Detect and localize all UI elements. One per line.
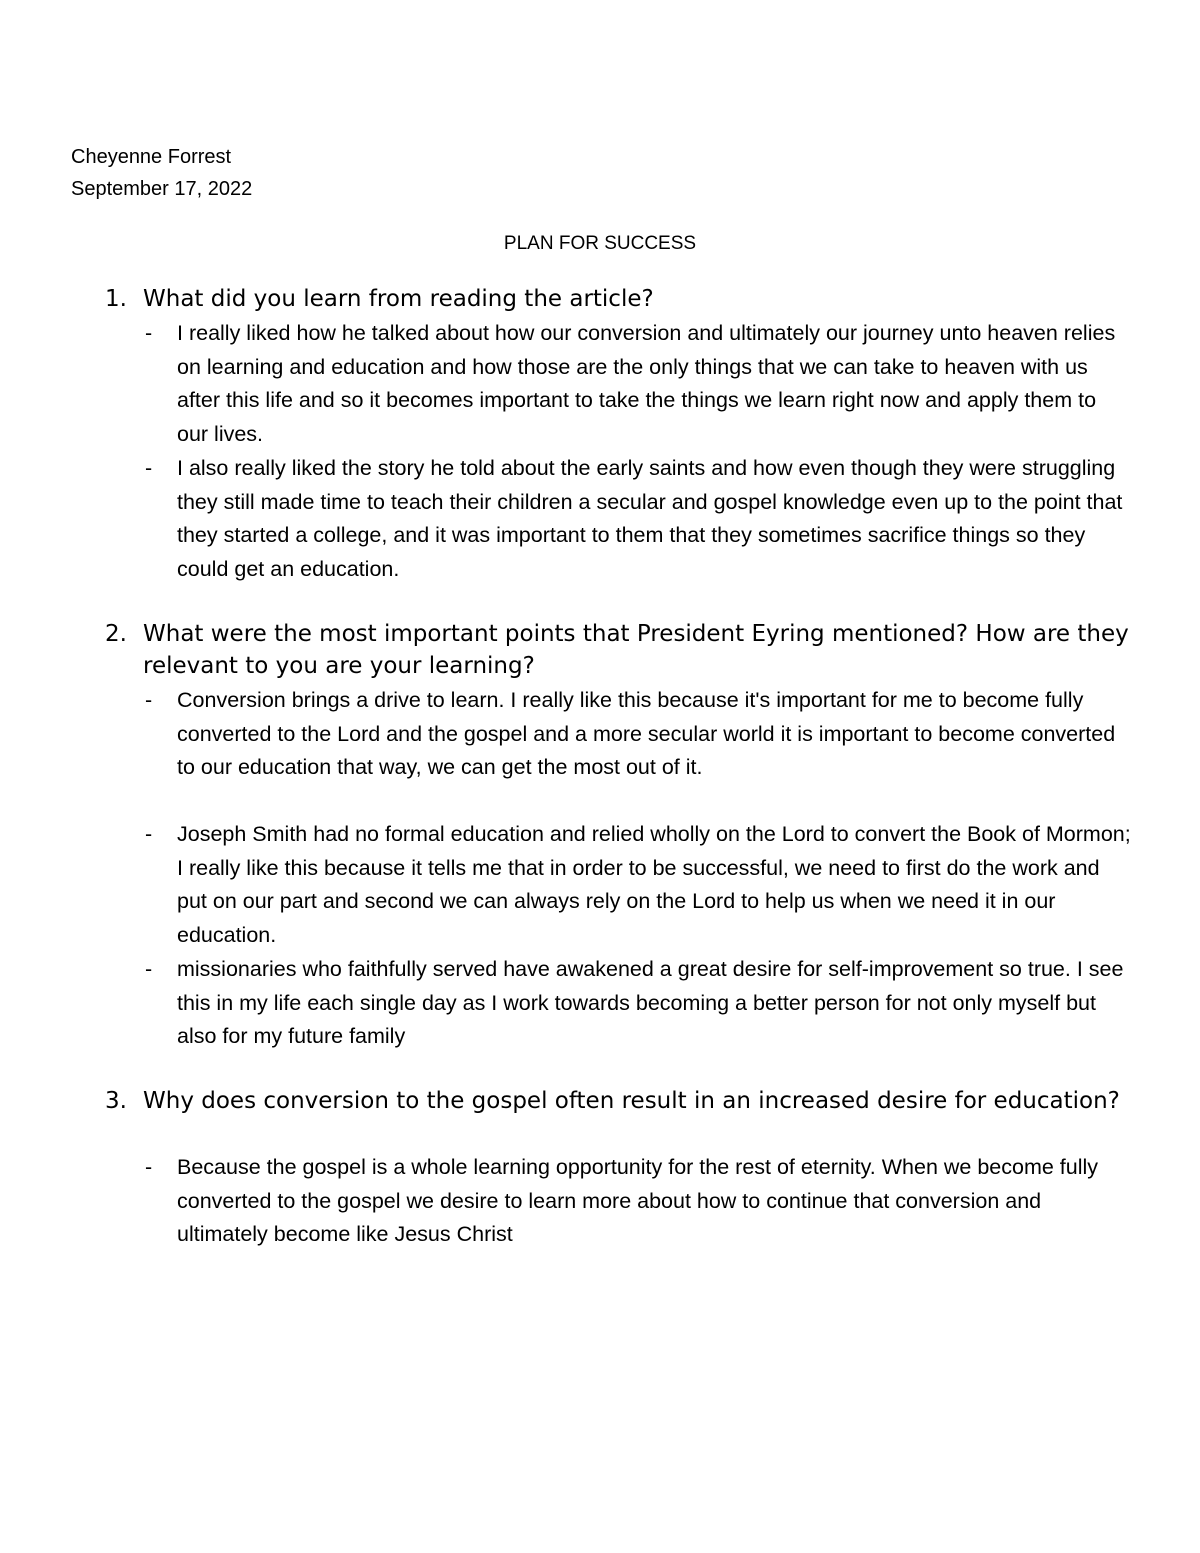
answer-text: Because the gospel is a whole learning opportunity for the rest of eternity. When we become fully converted to the gospel we desire to learn more about how to continue that conversion and ultimately become like Jesus Christ	[177, 1155, 1099, 1247]
answer-text: Joseph Smith had no formal education and relied wholly on the Lord to convert the Book of Mormon; I really like this because it tells me that in order to be successful, we need to first do the work and put on our part and second we can always rely on the Lord to help us when we need it in our education.	[177, 822, 1131, 948]
question-number: 2.	[105, 621, 127, 647]
question-number: 1.	[105, 286, 127, 312]
answer-text: missionaries who faithfully served have awakened a great desire for self-improvement so true. I see this in my life each single day as I work towards becoming a better person for not only myself but also for my future family	[177, 957, 1124, 1049]
answer-text: Conversion brings a drive to learn. I really like this because it's important for me to become fully converted to the Lord and the gospel and a more secular world it is important to become converted to our education that way, we can get the most out of it.	[177, 688, 1116, 780]
question-text: What did you learn from reading the article?	[143, 286, 654, 312]
bullet-dash: -	[145, 822, 153, 846]
document-date: September 17, 2022	[71, 178, 253, 200]
bullet-dash: -	[145, 688, 153, 712]
author-name: Cheyenne Forrest	[71, 146, 232, 168]
bullet-dash: -	[145, 321, 153, 345]
answer-text: I also really liked the story he told about the early saints and how even though they were struggling they still made time to teach their children a secular and gospel knowledge even up to the point that they started a college, and it was important to them that they sometimes sacrifice things so they could get an education.	[177, 456, 1123, 582]
answer-text: I really liked how he talked about how our conversion and ultimately our journey unto heaven relies on learning and education and how those are the only things that we can take to heaven with us after this life and so it becomes important to take the things we learn right now and apply them to our lives.	[177, 321, 1116, 447]
bullet-dash: -	[145, 456, 153, 480]
bullet-dash: -	[145, 957, 153, 981]
document-title: PLAN FOR SUCCESS	[503, 233, 697, 254]
question-number: 3.	[105, 1088, 127, 1114]
question-text: Why does conversion to the gospel often result in an increased desire for education?	[143, 1088, 1120, 1114]
question-text: What were the most important points that President Eyring mentioned? How are they relevant to you are your learning?	[143, 621, 1129, 679]
bullet-dash: -	[145, 1155, 153, 1179]
